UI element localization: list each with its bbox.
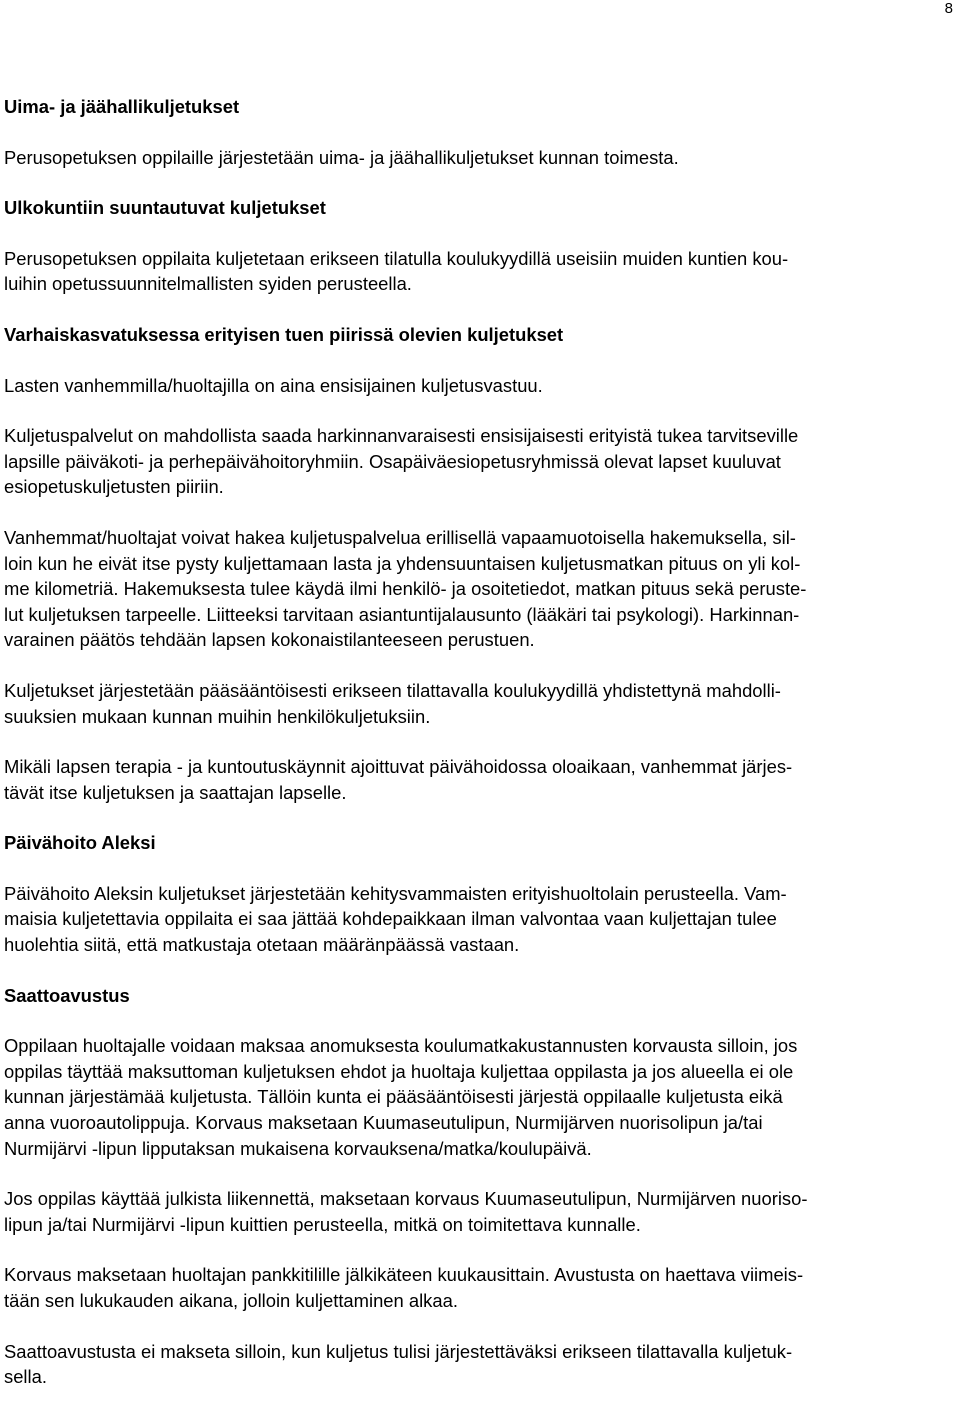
document-body [4,94,954,1415]
paragraph: Päivähoito Aleksin kuljetukset järjestetään kehitysvammaisten erityishuoltolain perusteella. Vam- maisia kuljetettavia oppilaita ei saa jättää kohdepaikkaan ilman valvontaa vaan kuljettajan tulee huolehtia siitä, että matkustaja otetaan määränpäässä vastaan. [4,882,787,956]
section-heading: Saattoavustus [4,984,130,1006]
section-heading: Varhaiskasvatuksessa erityisen tuen piirissä olevien kuljetukset [4,323,564,345]
section-heading: Ulkokuntiin suuntautuvat kuljetukset [4,197,326,219]
paragraph: Saattoavustusta ei makseta silloin, kun kuljetus tulisi järjestettäväksi erikseen tilattavalla kuljetuk- sella. [4,1340,793,1388]
paragraph: Lasten vanhemmilla/huoltajilla on aina ensisijainen kuljetusvastuu. [4,374,543,396]
paragraph: Oppilaan huoltajalle voidaan maksaa anomuksesta koulumatkakustannusten korvausta silloin, jos oppilas täyttää maksuttoman kuljetuksen ehdot ja huoltaja kuljettaa oppilasta ja jos alueella ei ole kunnan järjestämää kuljetusta. Tällöin kunta ei pääsääntöisesti järjestä oppilaalle kuljetusta eikä anna vuoroautolippuja. Korvaus maksetaan Kuumaseutulipun, Nurmijärven nuorisolipun ja/tai Nurmijärvi -lipun lipputaksan mukaisena korvauksena/matka/koulupäivä. [4,1035,798,1159]
paragraph: Jos oppilas käyttää julkista liikennettä, maksetaan korvaus Kuumaseutulipun, Nurmijärven nuoriso- lipun ja/tai Nurmijärvi -lipun kuittien perusteella, mitkä on toimitettava kunnalle. [4,1188,808,1235]
section-heading: Päivähoito Aleksi [4,832,156,854]
paragraph: Korvaus maksetaan huoltajan pankkitilille jälkikäteen kuukausittain. Avustusta on haettava viimeis- tään sen lukukauden aikana, jolloin kuljettaminen alkaa. [4,1264,804,1311]
paragraph: Mikäli lapsen terapia - ja kuntoutuskäynnit ajoittuvat päivähoidossa oloaikaan, vanhemmat järjes- tävät itse kuljetuksen ja saattajan lapselle. [4,756,793,803]
section-heading: Uima- ja jäähallikuljetukset [4,96,240,117]
paragraph: Kuljetukset järjestetään pääsääntöisesti erikseen tilattavalla koulukyydillä yhdistettynä mahdolli- suuksien mukaan kunnan muihin henkilökuljetuksiin. [4,679,781,727]
paragraph: Perusopetuksen oppilaita kuljetetaan erikseen tilatulla koulukyydillä useisiin muiden kuntien kou- luihin opetussuunnitelmallisten syiden perusteella. [4,247,789,295]
page-number: 8 [944,0,953,17]
paragraph: Perusopetuksen oppilaille järjestetään uima- ja jäähallikuljetukset kunnan toimesta. [4,146,679,168]
paragraph: Kuljetuspalvelut on mahdollista saada harkinnanvaraisesti ensisijaisesti erityistä tukea tarvitseville lapsille päiväkoti- ja perhepäivähoitoryhmiin. Osapäiväesiopetusryhmissä olevat lapset kuuluvat esiopetuskuljetusten piiriin. [4,425,799,498]
paragraph: Vanhemmat/huoltajat voivat hakea kuljetuspalvelua erillisellä vapaamuotoisella hakemuksella, sil- loin kun he eivät itse pysty kuljettamaan lasta ja yhdensuuntaisen kuljetusmatkan pituus on yli kol- me kilometriä. Hakemuksesta tulee käydä ilmi henkilö- ja osoitetiedot, matkan pituus sekä peruste- lut kuljetuksen tarpeelle. Liitteeksi tarvitaan asiantuntijalausunto (lääkäri tai psykologi). Harkinnan- varainen päätös tehdään lapsen kokonaistilanteeseen perustuen. [4,526,807,651]
